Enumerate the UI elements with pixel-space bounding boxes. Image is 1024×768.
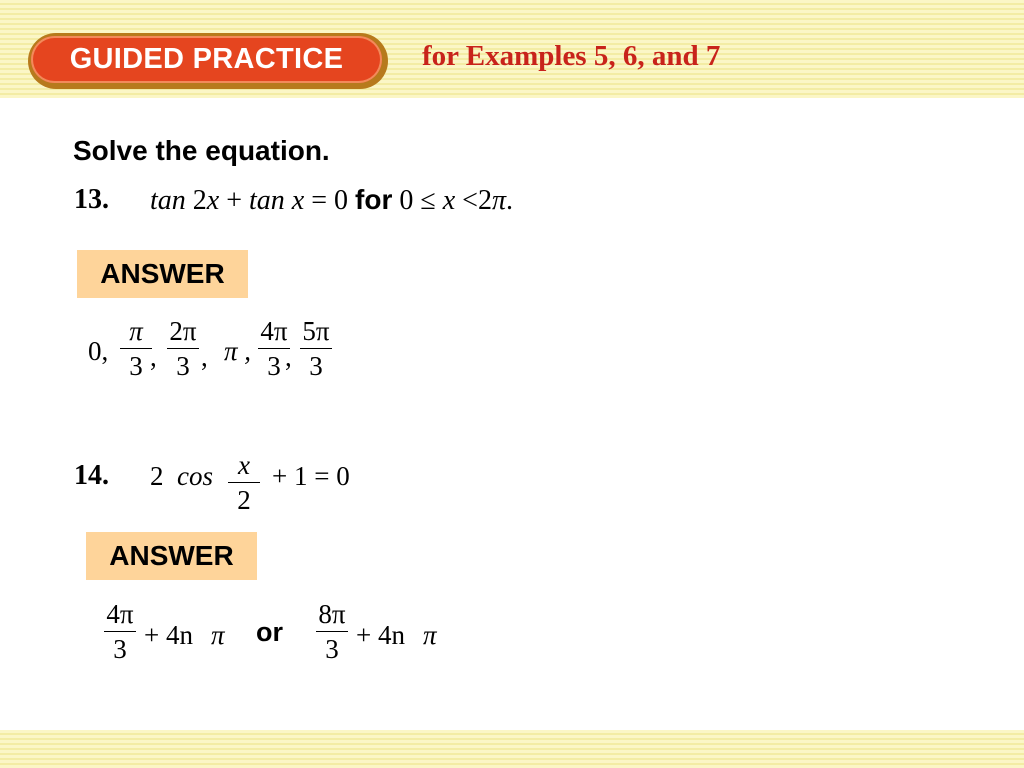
fraction: 2π 3: [163, 318, 203, 380]
fraction: 5π 3: [296, 318, 336, 380]
fraction: x 2: [224, 452, 264, 514]
instruction-heading: Solve the equation.: [73, 135, 330, 166]
badge-label: GUIDED PRACTICE: [31, 36, 382, 83]
fraction: 4π 3: [100, 601, 140, 663]
fraction: 4π 3: [254, 318, 294, 380]
problem-number: 14.: [74, 460, 109, 491]
problem-number: 13.: [74, 184, 109, 215]
coefficient: 2: [150, 461, 164, 491]
examples-subtitle: for Examples 5, 6, and 7: [422, 40, 721, 72]
answer-label: ANSWER: [77, 250, 248, 298]
problem-equation: tan 2x + tan x = 0 for 0 ≤ x <2π.: [150, 184, 513, 216]
for-keyword: for: [355, 184, 393, 215]
guided-practice-badge: [28, 33, 388, 89]
footer-band: [0, 730, 1024, 768]
fraction: π 3: [116, 318, 156, 380]
cos-function: cos: [177, 461, 213, 491]
answer-label: ANSWER: [86, 532, 257, 580]
fraction: 8π 3: [312, 601, 352, 663]
or-keyword: or: [256, 617, 283, 647]
